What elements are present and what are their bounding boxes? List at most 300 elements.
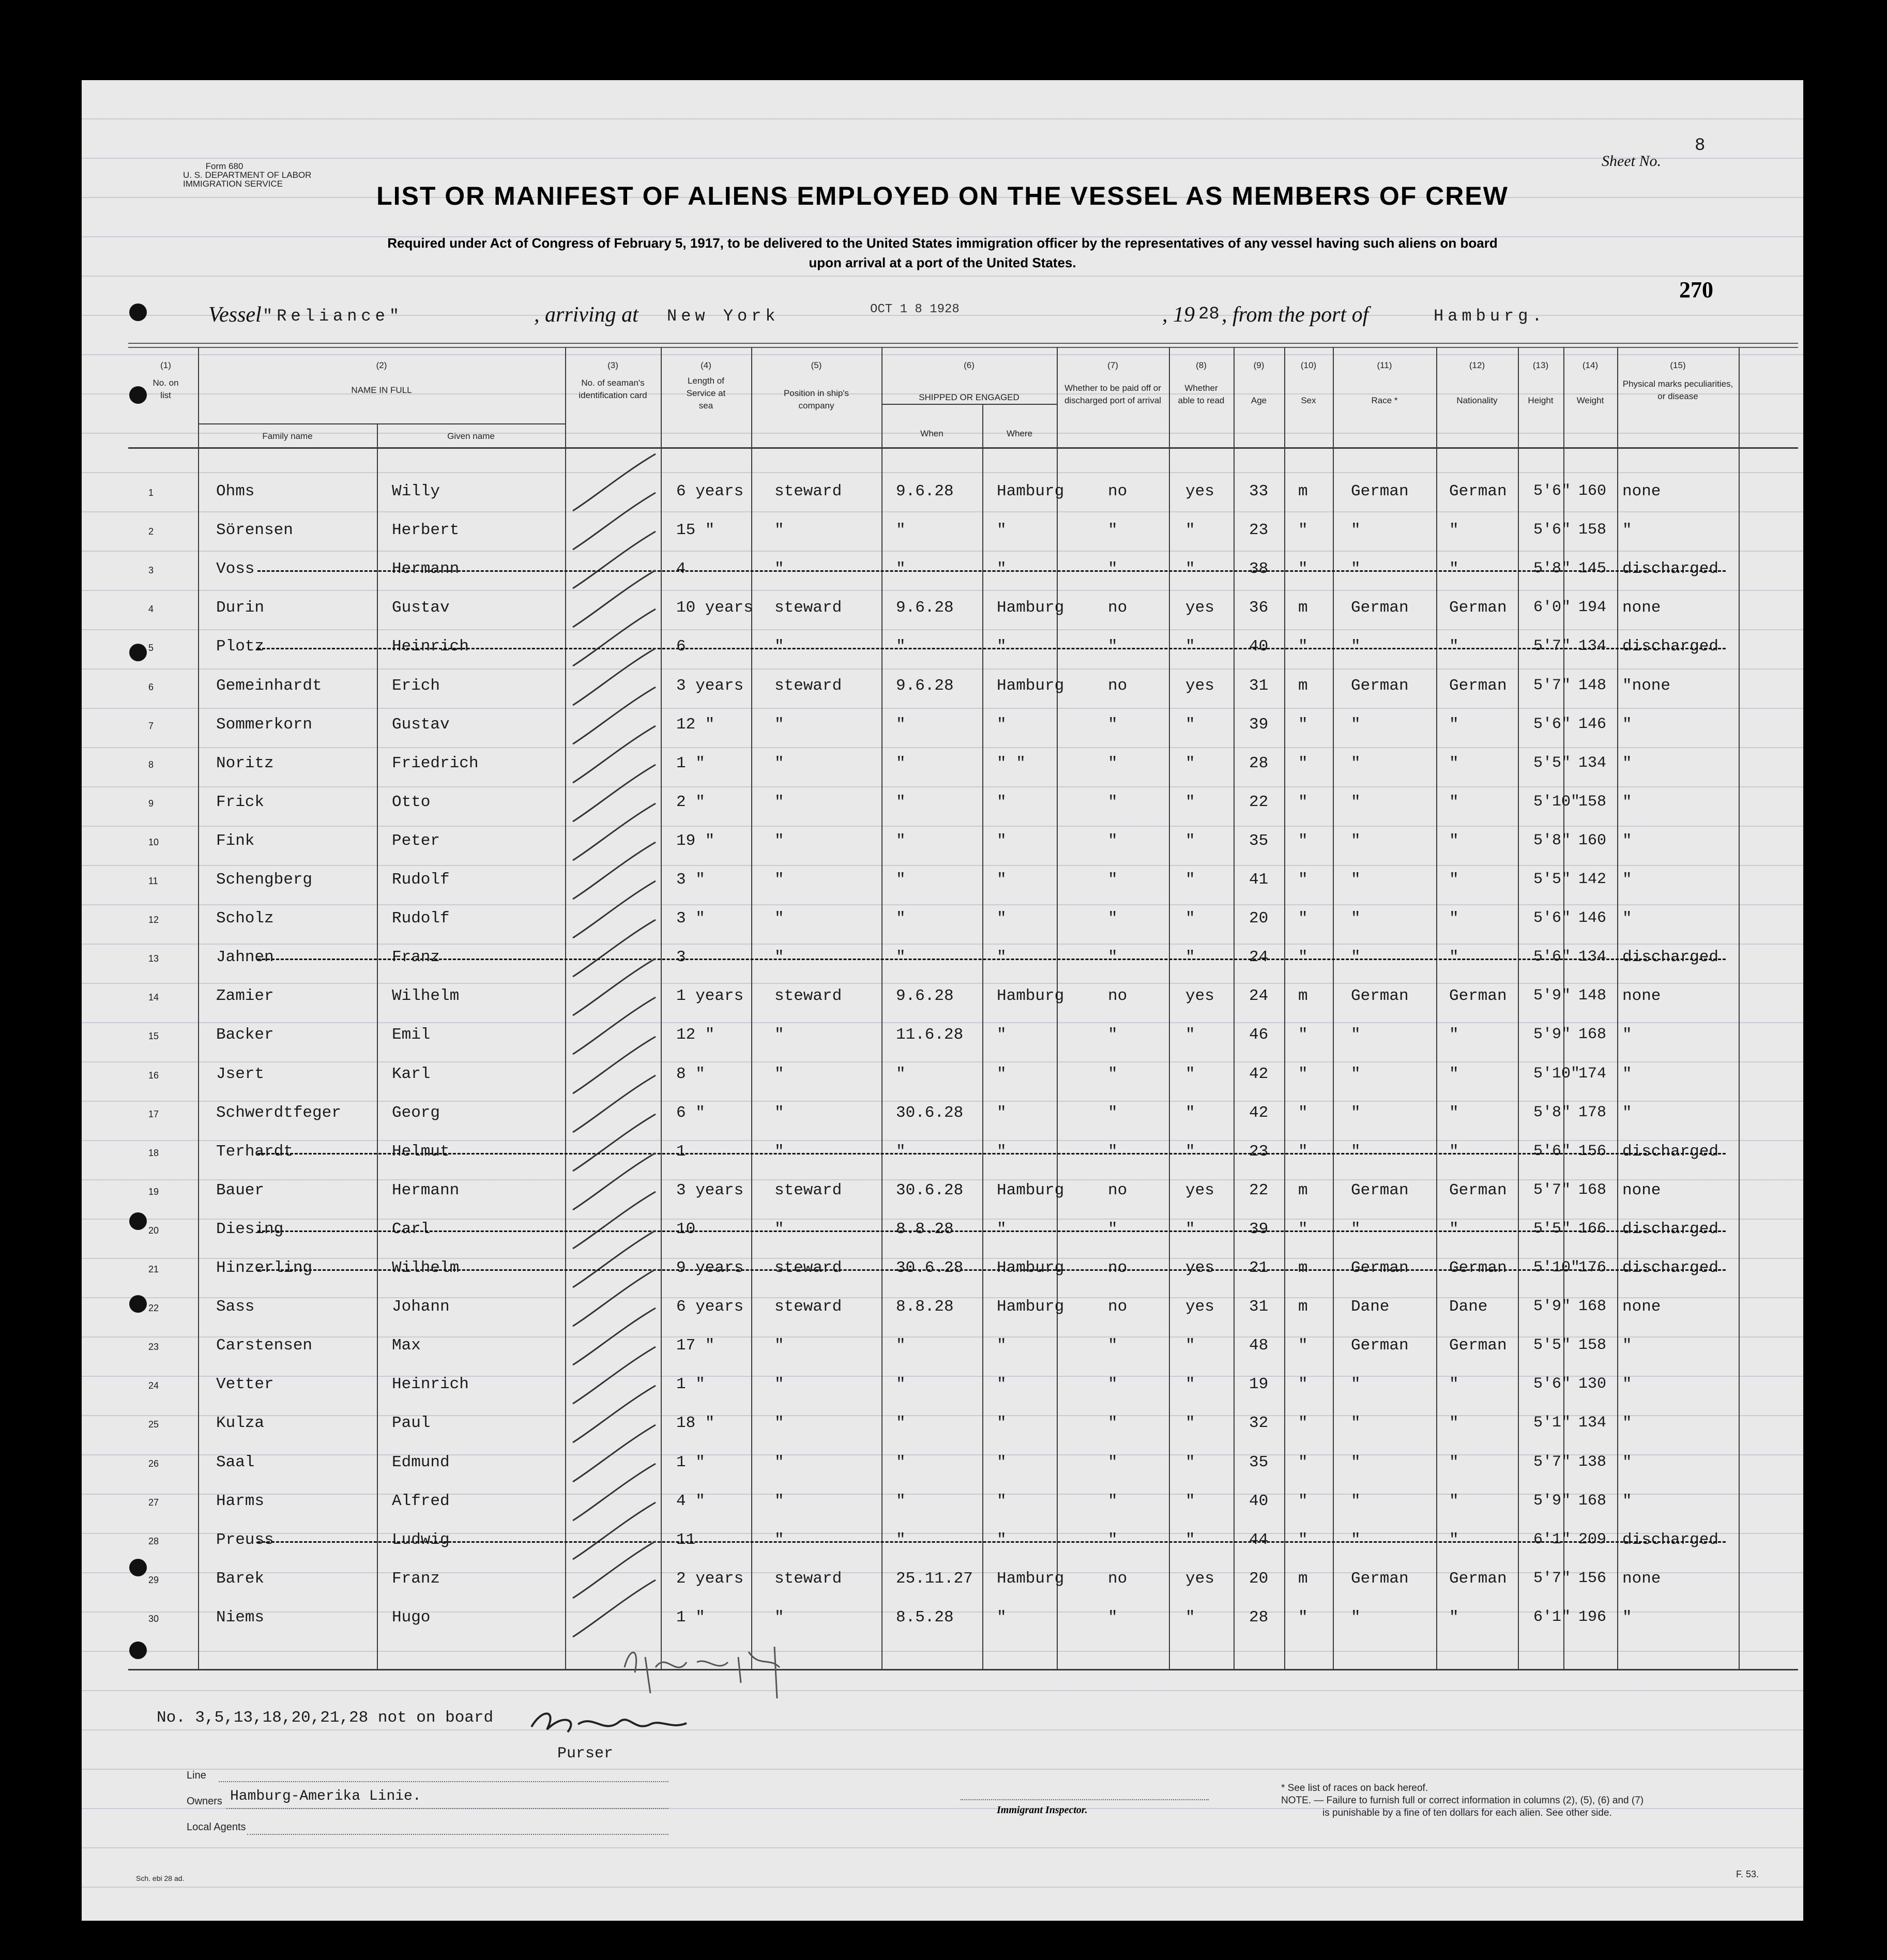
shipped-when: " xyxy=(896,521,906,539)
position: " xyxy=(774,871,784,889)
able-to-read: " xyxy=(1185,1336,1195,1355)
race: " xyxy=(1351,909,1361,928)
schedule-code: Sch. ebi 28 ad. xyxy=(136,1874,185,1882)
weight: 168 xyxy=(1578,1026,1607,1043)
row-number: 9 xyxy=(148,798,154,809)
weight: 178 xyxy=(1578,1104,1607,1121)
able-to-read: yes xyxy=(1185,1570,1214,1588)
row-number: 8 xyxy=(148,759,154,770)
shipped-when: 11.6.28 xyxy=(896,1026,964,1044)
given-name: Willy xyxy=(392,482,440,500)
nationality: " xyxy=(1449,1492,1459,1510)
shipped-when: " xyxy=(896,793,906,811)
punch-hole xyxy=(129,303,147,321)
physical-marks: " xyxy=(1622,1336,1632,1355)
given-name: Otto xyxy=(392,793,431,811)
sex: m xyxy=(1298,482,1308,500)
row-number: 6 xyxy=(148,682,154,692)
age: 40 xyxy=(1249,637,1269,656)
physical-marks: " xyxy=(1622,1414,1632,1432)
age: 23 xyxy=(1249,1143,1269,1161)
table-row xyxy=(82,482,1803,513)
position: " xyxy=(774,716,784,734)
shipped-where: " xyxy=(997,909,1007,928)
paid-off: " xyxy=(1108,793,1118,811)
header-id-card: (3) No. of seaman's identification card xyxy=(579,360,647,400)
service-length: 6 years xyxy=(676,1298,744,1316)
service-length: 4 xyxy=(676,560,686,578)
paid-off: no xyxy=(1108,599,1128,617)
age: 44 xyxy=(1249,1531,1269,1549)
paid-off: " xyxy=(1108,716,1118,734)
family-name: Schengberg xyxy=(216,871,313,889)
shipped-when: " xyxy=(896,1143,906,1161)
sex: " xyxy=(1298,1375,1308,1393)
header-service: (4) Length of Service at sea xyxy=(686,360,726,411)
able-to-read: " xyxy=(1185,1608,1195,1627)
shipped-where: " xyxy=(997,948,1007,966)
shipped-when: 9.6.28 xyxy=(896,599,954,617)
row-number: 20 xyxy=(148,1225,159,1236)
physical-marks: discharged xyxy=(1622,637,1719,656)
position: " xyxy=(774,948,784,966)
able-to-read: " xyxy=(1185,1220,1195,1238)
race: " xyxy=(1351,1453,1361,1471)
race: " xyxy=(1351,1608,1361,1627)
note-fine: is punishable by a fine of ten dollars for each alien. See other side. xyxy=(1322,1807,1612,1818)
weight: 209 xyxy=(1578,1531,1607,1548)
age: 19 xyxy=(1249,1375,1269,1393)
year-label: , 19 xyxy=(1162,303,1195,327)
family-name: Niems xyxy=(216,1608,265,1627)
inspector-label: Immigrant Inspector. xyxy=(997,1804,1088,1816)
race: German xyxy=(1351,599,1409,617)
position: steward xyxy=(774,677,842,695)
race: " xyxy=(1351,560,1361,578)
given-name: Franz xyxy=(392,948,440,966)
service-length: 1 " xyxy=(676,1375,705,1393)
race: German xyxy=(1351,1181,1409,1199)
shipped-when: " xyxy=(896,1414,906,1432)
vessel-line xyxy=(208,302,1739,333)
age: 36 xyxy=(1249,599,1269,617)
able-to-read: yes xyxy=(1185,482,1214,500)
age: 22 xyxy=(1249,1181,1269,1199)
shipped-where: " xyxy=(997,1104,1007,1122)
sex: m xyxy=(1298,599,1308,617)
nationality: German xyxy=(1449,1181,1507,1199)
nationality: " xyxy=(1449,832,1459,850)
physical-marks: " xyxy=(1622,1104,1632,1122)
age: 24 xyxy=(1249,987,1269,1005)
service-length: 10 xyxy=(676,1220,696,1238)
shipped-where: " xyxy=(997,1414,1007,1432)
given-name: Ludwig xyxy=(392,1531,450,1549)
given-name: Rudolf xyxy=(392,871,450,889)
row-number: 23 xyxy=(148,1342,159,1352)
table-row xyxy=(82,637,1803,668)
given-name: Gustav xyxy=(392,599,450,617)
inspector-signature xyxy=(619,1636,790,1698)
table-row xyxy=(82,987,1803,1018)
table-row xyxy=(82,716,1803,747)
family-name: Noritz xyxy=(216,754,274,772)
age: 24 xyxy=(1249,948,1269,966)
header-where: Where xyxy=(1006,429,1033,438)
sex: " xyxy=(1298,1336,1308,1355)
table-row xyxy=(82,1570,1803,1601)
header-weight: (14) Weight xyxy=(1576,360,1604,405)
race: " xyxy=(1351,948,1361,966)
height: 5'5" xyxy=(1533,1220,1571,1238)
race: German xyxy=(1351,1336,1409,1355)
shipped-when: " xyxy=(896,1375,906,1393)
sex: " xyxy=(1298,909,1308,928)
table-row xyxy=(82,793,1803,824)
height: 5'6" xyxy=(1533,521,1571,539)
not-on-board-note: No. 3,5,13,18,20,21,28 not on board xyxy=(157,1709,494,1727)
owners-field xyxy=(226,1808,668,1810)
height: 5'6" xyxy=(1533,1375,1571,1393)
able-to-read: " xyxy=(1185,948,1195,966)
service-length: 3 years xyxy=(676,1181,744,1199)
position: steward xyxy=(774,482,842,500)
shipped-when: " xyxy=(896,637,906,656)
shipped-when: " xyxy=(896,1492,906,1510)
paid-off: no xyxy=(1108,1570,1128,1588)
age: 22 xyxy=(1249,793,1269,811)
shipped-when: " xyxy=(896,909,906,928)
sex: " xyxy=(1298,948,1308,966)
family-name: Bauer xyxy=(216,1181,265,1199)
sex: m xyxy=(1298,1181,1308,1199)
height: 5'7" xyxy=(1533,677,1571,694)
race: " xyxy=(1351,716,1361,734)
paid-off: no xyxy=(1108,1298,1128,1316)
nationality: " xyxy=(1449,637,1459,656)
family-name: Schwerdtfeger xyxy=(216,1104,341,1122)
weight: 156 xyxy=(1578,1143,1607,1160)
note-failure: NOTE. — Failure to furnish full or correct information in columns (2), (5), (6) and (7) xyxy=(1281,1795,1644,1806)
nationality: German xyxy=(1449,1336,1507,1355)
given-name: Alfred xyxy=(392,1492,450,1510)
weight: 134 xyxy=(1578,1414,1607,1432)
shipped-where: " xyxy=(997,1531,1007,1549)
year: 28 xyxy=(1198,305,1220,324)
family-name: Preuss xyxy=(216,1531,274,1549)
able-to-read: yes xyxy=(1185,987,1214,1005)
shipped-when: 30.6.28 xyxy=(896,1259,964,1277)
row-number: 3 xyxy=(148,565,154,575)
position: steward xyxy=(774,1298,842,1316)
shipped-when: " xyxy=(896,716,906,734)
given-name: Johann xyxy=(392,1298,450,1316)
service-length: 15 " xyxy=(676,521,715,539)
age: 42 xyxy=(1249,1104,1269,1122)
race: " xyxy=(1351,1065,1361,1083)
height: 5'5" xyxy=(1533,1336,1571,1354)
shipped-where: " xyxy=(997,637,1007,656)
race: Dane xyxy=(1351,1298,1390,1316)
table-row xyxy=(82,599,1803,630)
service-length: 10 years xyxy=(676,599,753,617)
manifest-sheet xyxy=(82,80,1803,1921)
row-number: 19 xyxy=(148,1187,159,1197)
physical-marks: none xyxy=(1622,1181,1661,1199)
row-number: 15 xyxy=(148,1031,159,1041)
height: 5'10" xyxy=(1533,1259,1580,1277)
paid-off: no xyxy=(1108,1181,1128,1199)
able-to-read: yes xyxy=(1185,599,1214,617)
family-name: Kulza xyxy=(216,1414,265,1432)
given-name: Gustav xyxy=(392,716,450,734)
height: 5'9" xyxy=(1533,1492,1571,1510)
race: " xyxy=(1351,521,1361,539)
position: " xyxy=(774,1065,784,1083)
owners-label: Owners xyxy=(187,1796,222,1807)
physical-marks: " xyxy=(1622,1608,1632,1627)
table-row xyxy=(82,1181,1803,1212)
row-number: 28 xyxy=(148,1536,159,1546)
given-name: Herbert xyxy=(392,521,460,539)
agents-field xyxy=(247,1834,668,1835)
nationality: " xyxy=(1449,754,1459,772)
service-length: 9 years xyxy=(676,1259,744,1277)
position: steward xyxy=(774,1259,842,1277)
position: " xyxy=(774,1453,784,1471)
race: " xyxy=(1351,793,1361,811)
paid-off: " xyxy=(1108,1375,1118,1393)
paid-off: " xyxy=(1108,754,1118,772)
header-position: (5) Position in ship's company xyxy=(783,360,849,411)
age: 28 xyxy=(1249,754,1269,772)
position: " xyxy=(774,793,784,811)
nationality: German xyxy=(1449,482,1507,500)
able-to-read: " xyxy=(1185,754,1195,772)
able-to-read: " xyxy=(1185,521,1195,539)
line-label: Line xyxy=(187,1770,206,1781)
row-number: 7 xyxy=(148,721,154,731)
given-name: Karl xyxy=(392,1065,431,1083)
paid-off: " xyxy=(1108,560,1118,578)
nationality: Dane xyxy=(1449,1298,1488,1316)
height: 5'7" xyxy=(1533,1570,1571,1587)
nationality: " xyxy=(1449,521,1459,539)
weight: 138 xyxy=(1578,1453,1607,1471)
position: " xyxy=(774,909,784,928)
race: " xyxy=(1351,1531,1361,1549)
height: 5'6" xyxy=(1533,1143,1571,1160)
row-number: 2 xyxy=(148,526,154,537)
service-length: 11 xyxy=(676,1531,696,1549)
service-length: 18 " xyxy=(676,1414,715,1432)
header-when: When xyxy=(920,429,944,438)
row-number: 14 xyxy=(148,992,159,1002)
nationality: German xyxy=(1449,599,1507,617)
paid-off: " xyxy=(1108,1453,1118,1471)
able-to-read: " xyxy=(1185,1414,1195,1432)
check-mark-icon xyxy=(568,1577,661,1639)
age: 23 xyxy=(1249,521,1269,539)
height: 5'6" xyxy=(1533,482,1571,500)
position: " xyxy=(774,1608,784,1627)
race: German xyxy=(1351,677,1409,695)
paid-off: " xyxy=(1108,1104,1118,1122)
family-name: Scholz xyxy=(216,909,274,928)
family-name: Hinzerling xyxy=(216,1259,313,1277)
owners-value: Hamburg-Amerika Linie. xyxy=(230,1788,421,1804)
height: 5'7" xyxy=(1533,637,1571,655)
physical-marks: " xyxy=(1622,1026,1632,1044)
given-name: Wilhelm xyxy=(392,987,460,1005)
document-title: LIST OR MANIFEST OF ALIENS EMPLOYED ON THE VESSEL AS MEMBERS OF CREW xyxy=(376,181,1509,210)
family-name: Ohms xyxy=(216,482,255,500)
shipped-where: Hamburg xyxy=(997,987,1064,1005)
weight: 176 xyxy=(1578,1259,1607,1277)
service-length: 3 " xyxy=(676,909,705,928)
able-to-read: " xyxy=(1185,871,1195,889)
nationality: " xyxy=(1449,1104,1459,1122)
table-row xyxy=(82,1143,1803,1174)
service-length: 4 " xyxy=(676,1492,705,1510)
nationality: " xyxy=(1449,1220,1459,1238)
age: 21 xyxy=(1249,1259,1269,1277)
table-row xyxy=(82,909,1803,940)
nationality: " xyxy=(1449,1453,1459,1471)
row-number: 5 xyxy=(148,643,154,653)
strikethrough-line xyxy=(257,1541,1726,1545)
service-length: 12 " xyxy=(676,1026,715,1044)
position: " xyxy=(774,1336,784,1355)
sex: " xyxy=(1298,1531,1308,1549)
nationality: German xyxy=(1449,1570,1507,1588)
weight: 158 xyxy=(1578,793,1607,811)
sex: " xyxy=(1298,871,1308,889)
family-name: Fink xyxy=(216,832,255,850)
family-name: Backer xyxy=(216,1026,274,1044)
table-row xyxy=(82,754,1803,785)
position: " xyxy=(774,1492,784,1510)
height: 6'1" xyxy=(1533,1608,1571,1626)
position: " xyxy=(774,1220,784,1238)
strikethrough-line xyxy=(257,570,1726,574)
weight: 160 xyxy=(1578,482,1607,500)
able-to-read: " xyxy=(1185,1375,1195,1393)
able-to-read: " xyxy=(1185,1531,1195,1549)
height: 5'9" xyxy=(1533,987,1571,1005)
physical-marks: none xyxy=(1622,1570,1661,1588)
row-number: 11 xyxy=(148,876,158,886)
physical-marks: " xyxy=(1622,521,1632,539)
service: IMMIGRATION SERVICE xyxy=(183,179,283,189)
nationality: " xyxy=(1449,871,1459,889)
position: steward xyxy=(774,1570,842,1588)
form-code: F. 53. xyxy=(1736,1869,1759,1879)
paid-off: " xyxy=(1108,871,1118,889)
weight: 145 xyxy=(1578,560,1607,578)
service-length: 8 " xyxy=(676,1065,705,1083)
shipped-when: 30.6.28 xyxy=(896,1104,964,1122)
row-number: 16 xyxy=(148,1070,159,1081)
note-races: * See list of races on back hereof. xyxy=(1281,1783,1428,1794)
service-length: 3 years xyxy=(676,677,744,695)
header-age: (9) Age xyxy=(1251,360,1267,405)
departure-port: Hamburg. xyxy=(1434,307,1546,326)
shipped-where: " " xyxy=(997,754,1026,772)
service-length: 6 " xyxy=(676,1104,705,1122)
header-paid-off: (7) Whether to be paid off or discharged port of arrival xyxy=(1064,360,1162,405)
shipped-when: " xyxy=(896,1531,906,1549)
family-name: Sass xyxy=(216,1298,255,1316)
given-name: Erich xyxy=(392,677,440,695)
family-name: Jsert xyxy=(216,1065,265,1083)
physical-marks: " xyxy=(1622,909,1632,928)
shipped-where: Hamburg xyxy=(997,1570,1064,1588)
physical-marks: " xyxy=(1622,716,1632,734)
able-to-read: " xyxy=(1185,716,1195,734)
purser-label: Purser xyxy=(557,1745,614,1763)
weight: 158 xyxy=(1578,521,1607,539)
service-length: 2 " xyxy=(676,793,705,811)
sex: " xyxy=(1298,1453,1308,1471)
able-to-read: " xyxy=(1185,560,1195,578)
nationality: " xyxy=(1449,1414,1459,1432)
physical-marks: " xyxy=(1622,871,1632,889)
table-row xyxy=(82,1414,1803,1445)
able-to-read: " xyxy=(1185,1104,1195,1122)
nationality: German xyxy=(1449,677,1507,695)
family-name: Carstensen xyxy=(216,1336,313,1355)
weight: 134 xyxy=(1578,754,1607,772)
nationality: " xyxy=(1449,560,1459,578)
sex: " xyxy=(1298,754,1308,772)
paid-off: no xyxy=(1108,1259,1128,1277)
sex: " xyxy=(1298,521,1308,539)
table-row xyxy=(82,1104,1803,1135)
family-name: Vetter xyxy=(216,1375,274,1393)
age: 41 xyxy=(1249,871,1269,889)
vessel-name: "Reliance" xyxy=(263,307,404,326)
shipped-when: " xyxy=(896,1453,906,1471)
given-name: Hermann xyxy=(392,1181,460,1199)
paid-off: " xyxy=(1108,1492,1118,1510)
sex: " xyxy=(1298,1414,1308,1432)
given-name: Hugo xyxy=(392,1608,431,1627)
able-to-read: " xyxy=(1185,832,1195,850)
family-name: Diesing xyxy=(216,1220,284,1238)
header-name: (2) NAME IN FULL xyxy=(351,360,412,395)
service-length: 1 " xyxy=(676,1608,705,1627)
position: " xyxy=(774,1531,784,1549)
line-field xyxy=(219,1781,668,1783)
weight: 174 xyxy=(1578,1065,1607,1083)
shipped-where: " xyxy=(997,1453,1007,1471)
physical-marks: "none xyxy=(1622,677,1671,695)
sex: " xyxy=(1298,716,1308,734)
paid-off: " xyxy=(1108,1143,1118,1161)
row-number: 10 xyxy=(148,837,159,847)
nationality: " xyxy=(1449,1143,1459,1161)
service-length: 1 " xyxy=(676,1453,705,1471)
service-length: 1 years xyxy=(676,987,744,1005)
service-length: 1 " xyxy=(676,754,705,772)
sex: " xyxy=(1298,560,1308,578)
able-to-read: " xyxy=(1185,909,1195,928)
given-name: Carl xyxy=(392,1220,431,1238)
shipped-where: " xyxy=(997,560,1007,578)
sex: " xyxy=(1298,1104,1308,1122)
position: " xyxy=(774,832,784,850)
